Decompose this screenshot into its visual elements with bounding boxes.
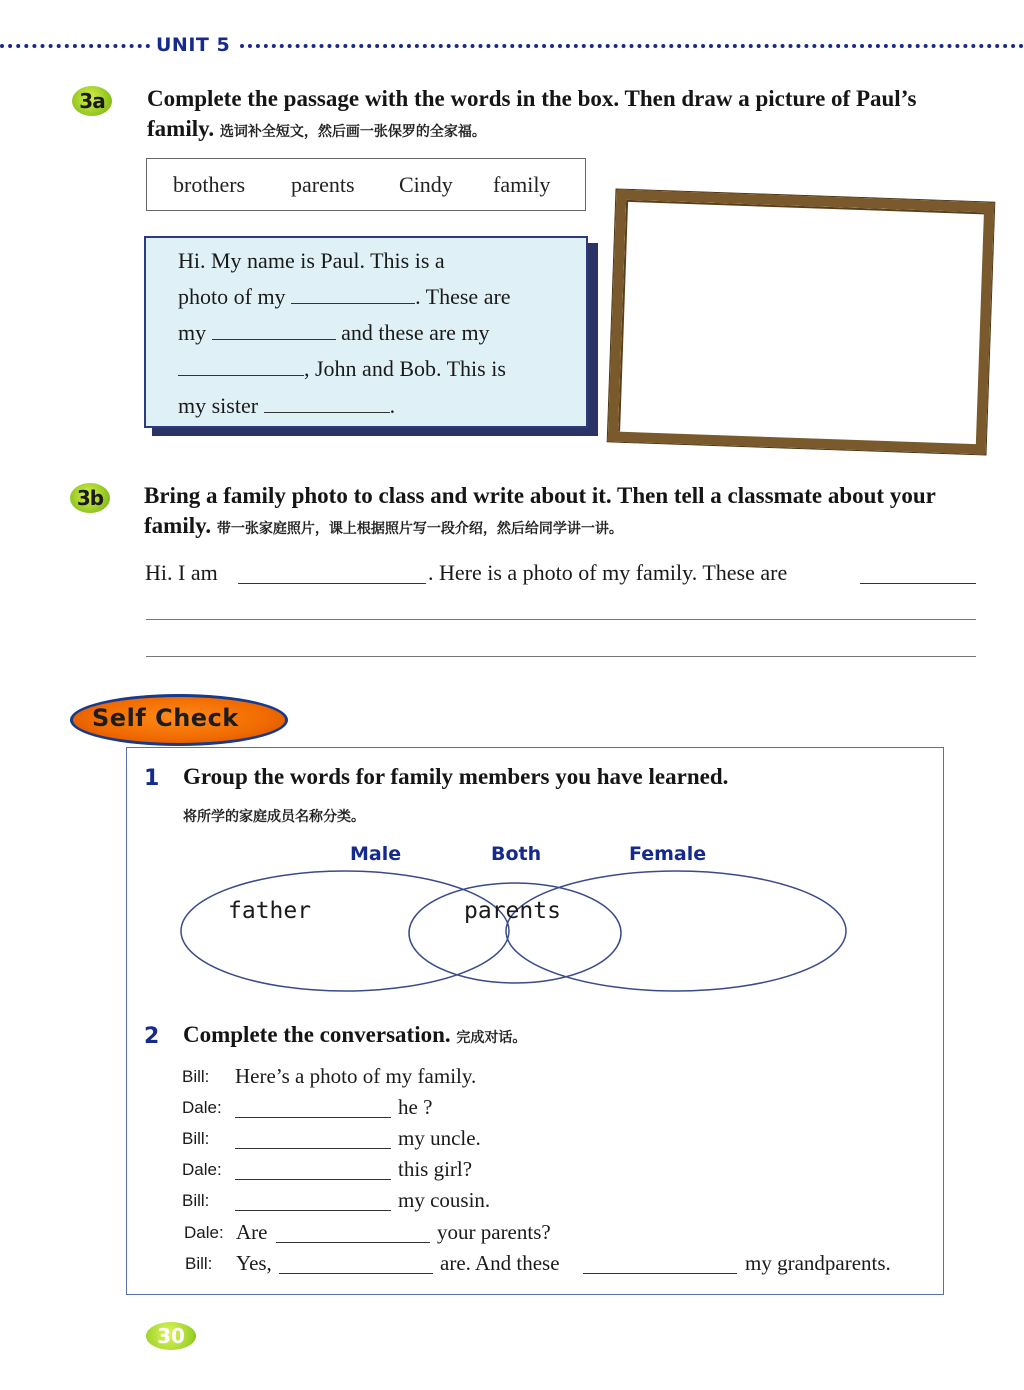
conversation-blank[interactable] — [235, 1179, 391, 1180]
instruction-3a-cn: 选词补全短文，然后画一张保罗的全家福。 — [219, 124, 486, 140]
q2-instruction — [183, 1022, 526, 1048]
passage-line-2 — [178, 284, 511, 310]
speaker: Bill: — [185, 1254, 213, 1273]
passage-line-5 — [178, 393, 395, 419]
speaker: Dale: — [182, 1160, 222, 1179]
self-check-title: Self Check — [92, 704, 239, 732]
passage-text: . These are — [415, 284, 511, 309]
word-box-item: brothers — [173, 172, 246, 197]
word-box-item: Cindy — [399, 172, 453, 197]
word-box-item: family — [493, 172, 551, 197]
passage-line-3 — [178, 320, 490, 346]
q2-number: 2 — [144, 1024, 160, 1049]
3b-name-blank[interactable] — [238, 583, 426, 584]
conversation-text: this girl? — [398, 1157, 473, 1181]
header-dots-right — [240, 44, 1024, 48]
passage-blank[interactable] — [212, 321, 336, 340]
page-number: 30 — [146, 1322, 196, 1350]
speaker: Dale: — [184, 1223, 224, 1242]
speaker: Bill: — [182, 1067, 210, 1086]
conversation-blank[interactable] — [235, 1148, 391, 1149]
venn-entry-male: father — [228, 898, 312, 924]
passage-box — [144, 236, 588, 428]
venn-ellipse-right — [506, 871, 846, 991]
badge-3a: 3a — [72, 86, 112, 116]
word-box — [146, 158, 586, 211]
instruction-3b — [144, 481, 984, 544]
venn-header-female: Female — [629, 843, 707, 865]
passage-text: . — [389, 393, 396, 418]
conversation-text: he ? — [398, 1095, 433, 1119]
conversation-text: my cousin. — [398, 1188, 491, 1212]
instruction-3b-cn: 带一张家庭照片，课上根据照片写一段介绍，然后给同学讲一讲。 — [216, 521, 623, 537]
badge-3b: 3b — [70, 483, 110, 513]
q2-instruction-cn: 完成对话。 — [456, 1030, 527, 1046]
header-dots-left — [0, 44, 150, 48]
self-check-panel — [126, 747, 944, 1295]
passage-text: my sister — [178, 393, 259, 418]
passage-blank[interactable] — [291, 285, 415, 304]
passage-blank[interactable] — [264, 394, 390, 413]
conversation-blank[interactable] — [235, 1210, 391, 1211]
q1-number: 1 — [144, 766, 160, 791]
conversation-blank[interactable] — [583, 1273, 737, 1274]
conversation-blank[interactable] — [279, 1273, 433, 1274]
q2-instruction-en: Complete the conversation. — [183, 1022, 451, 1047]
3b-line-text-b: . Here is a photo of my family. These are — [428, 560, 788, 585]
3b-write-line[interactable] — [146, 656, 976, 657]
instruction-3a-en: Complete the passage with the words in the box. Then draw a picture of Paul’s family. — [147, 86, 917, 141]
speaker: Dale: — [182, 1098, 222, 1117]
venn-header-both: Both — [491, 843, 542, 865]
3b-write-line[interactable] — [146, 619, 976, 620]
passage-text: my — [178, 320, 207, 345]
conversation-blank[interactable] — [235, 1117, 391, 1118]
passage-line-4 — [178, 356, 506, 382]
picture-frame[interactable] — [608, 189, 995, 454]
speaker: Bill: — [182, 1129, 210, 1148]
passage-line-1: Hi. My name is Paul. This is a — [178, 248, 445, 273]
3b-blank[interactable] — [860, 583, 976, 584]
conversation-text: my uncle. — [398, 1126, 481, 1150]
conversation-text: Here’s a photo of my family. — [235, 1064, 477, 1088]
passage-text: photo of my — [178, 284, 286, 309]
passage-blank[interactable] — [178, 357, 304, 376]
venn-ellipse-left — [181, 871, 509, 991]
venn-header-male: Male — [350, 843, 402, 865]
venn-entry-both: parents — [464, 898, 561, 924]
conversation-text: Yes, — [236, 1251, 272, 1275]
instruction-3a — [147, 84, 987, 147]
passage-text: , John and Bob. This is — [304, 356, 506, 381]
conversation-blank[interactable] — [276, 1242, 430, 1243]
conversation-text: your parents? — [437, 1220, 551, 1244]
speaker: Bill: — [182, 1191, 210, 1210]
venn-diagram — [170, 860, 860, 1005]
unit-title: UNIT 5 — [156, 34, 231, 56]
word-box-item: parents — [291, 172, 355, 197]
conversation-text: are. And these — [440, 1251, 560, 1275]
passage-text: and these are my — [341, 320, 490, 345]
q1-instruction-cn: 将所学的家庭成员名称分类。 — [183, 809, 365, 825]
conversation-text: my grandparents. — [745, 1251, 891, 1275]
instruction-3b-en: Bring a family photo to class and write about it. Then tell a classmate about your family. — [144, 483, 936, 538]
conversation-text: Are — [236, 1220, 268, 1244]
q1-instruction: Group the words for family members you have learned. — [183, 764, 729, 789]
3b-line-text-a: Hi. I am — [145, 560, 218, 585]
